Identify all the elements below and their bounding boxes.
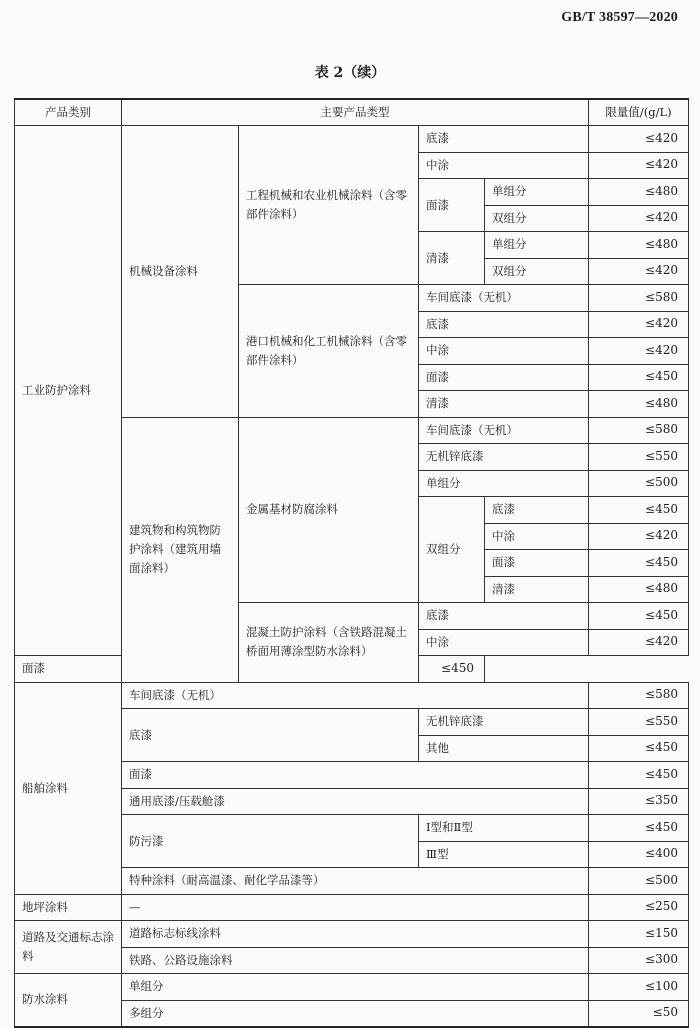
cell-label: 单组分 [485,232,589,259]
cell-label: 底漆 [419,603,589,630]
cell-label: 车间底漆（无机） [122,682,589,709]
cell-value: ≤420 [589,152,689,179]
category-waterproof: 防水涂料 [15,974,122,1027]
cell-label: 面漆 [419,364,589,391]
cell-value: ≤250 [589,894,689,921]
type-port-machinery: 港口机械和化工机械涂料（含零部件涂料） [239,285,419,418]
cell-value: ≤450 [589,497,689,524]
cell-value: ≤350 [589,788,689,815]
cell-label: 特种涂料（耐高温漆、耐化学品漆等） [122,868,589,895]
cell-label: 面漆 [419,179,485,232]
cell-value: ≤420 [589,205,689,232]
cell-value: ≤420 [589,338,689,365]
cell-label: Ⅰ型和Ⅱ型 [419,815,589,842]
category-industrial: 工业防护涂料 [15,126,122,656]
cell-label: 无机锌底漆 [419,444,589,471]
cell-value: ≤450 [589,815,689,842]
category-road: 道路及交通标志涂料 [15,921,122,974]
cell-label: 双组分 [485,258,589,285]
cell-value: ≤420 [589,311,689,338]
col-header-limit: 限量值/(g/L) [589,99,689,126]
cell-label: 底漆 [122,709,419,762]
cell-label: 车间底漆（无机） [419,417,589,444]
cell-label: 双组分 [419,497,485,603]
cell-label: 通用底漆/压载舱漆 [122,788,589,815]
cell-value: ≤300 [589,947,689,974]
type-engineering-machinery: 工程机械和农业机械涂料（含零部件涂料） [239,126,419,285]
voc-limit-table [14,98,689,1028]
cell-value: ≤480 [589,232,689,259]
category-ship: 船舶涂料 [15,682,122,894]
cell-label: 单组分 [485,179,589,206]
cell-value: ≤420 [589,629,689,656]
standard-code: GB/T 38597—2020 [561,10,678,25]
cell-label: 双组分 [485,205,589,232]
cell-label: 底漆 [419,126,589,153]
table-row [15,974,689,1001]
cell-value: ≤450 [589,735,689,762]
cell-value: ≤450 [589,550,689,577]
cell-label: 多组分 [122,1000,589,1027]
col-header-type: 主要产品类型 [122,99,589,126]
cell-value: ≤50 [589,1000,689,1027]
cell-label: Ⅲ型 [419,841,589,868]
table-row [15,126,689,153]
cell-label: 底漆 [419,311,589,338]
type-concrete-protection: 混凝土防护涂料（含铁路混凝土桥面用薄涂型防水涂料） [239,603,419,683]
cell-label: 防污漆 [122,815,419,868]
type-metal-anticorrosion: 金属基材防腐涂料 [239,417,419,603]
cell-label: 无机锌底漆 [419,709,589,736]
category-floor: 地坪涂料 [15,894,122,921]
cell-value: ≤480 [589,576,689,603]
subcategory-machinery: 机械设备涂料 [122,126,239,418]
cell-label: — [122,894,589,921]
col-header-category: 产品类别 [15,99,122,126]
cell-label: 面漆 [15,656,239,683]
cell-label: 中涂 [485,523,589,550]
cell-value: ≤580 [589,285,689,312]
cell-label: 面漆 [122,762,589,789]
cell-value: ≤420 [589,258,689,285]
table-row [15,894,689,921]
cell-value: ≤500 [589,868,689,895]
table-row [15,682,689,709]
cell-value: ≤580 [589,682,689,709]
cell-label: 清漆 [419,232,485,285]
cell-value: ≤480 [589,391,689,418]
cell-value: ≤580 [589,417,689,444]
cell-label: 单组分 [122,974,589,1001]
cell-value: ≤450 [589,762,689,789]
cell-label: 其他 [419,735,589,762]
cell-label: 道路标志标线涂料 [122,921,589,948]
cell-value: ≤420 [589,126,689,153]
cell-value: ≤450 [589,603,689,630]
cell-value: ≤420 [589,523,689,550]
cell-value: ≤450 [419,656,485,683]
cell-value: ≤150 [589,921,689,948]
table-row [15,921,689,948]
cell-label: 底漆 [485,497,589,524]
cell-value: ≤500 [589,470,689,497]
cell-label: 车间底漆（无机） [419,285,589,312]
cell-label: 中涂 [419,152,589,179]
cell-value: ≤550 [589,444,689,471]
table-title: 表 2（续） [314,65,386,81]
cell-value: ≤450 [589,364,689,391]
cell-label: 清漆 [419,391,589,418]
cell-label: 单组分 [419,470,589,497]
cell-label: 中涂 [419,338,589,365]
cell-label: 铁路、公路设施涂料 [122,947,589,974]
cell-label: 中涂 [419,629,589,656]
cell-label: 面漆 [485,550,589,577]
cell-value: ≤400 [589,841,689,868]
cell-label: 清漆 [485,576,589,603]
cell-value: ≤550 [589,709,689,736]
cell-value: ≤100 [589,974,689,1001]
cell-value: ≤480 [589,179,689,206]
table-header-row [15,99,689,126]
subcategory-building: 建筑物和构筑物防护涂料（建筑用墙面涂料） [122,417,239,682]
